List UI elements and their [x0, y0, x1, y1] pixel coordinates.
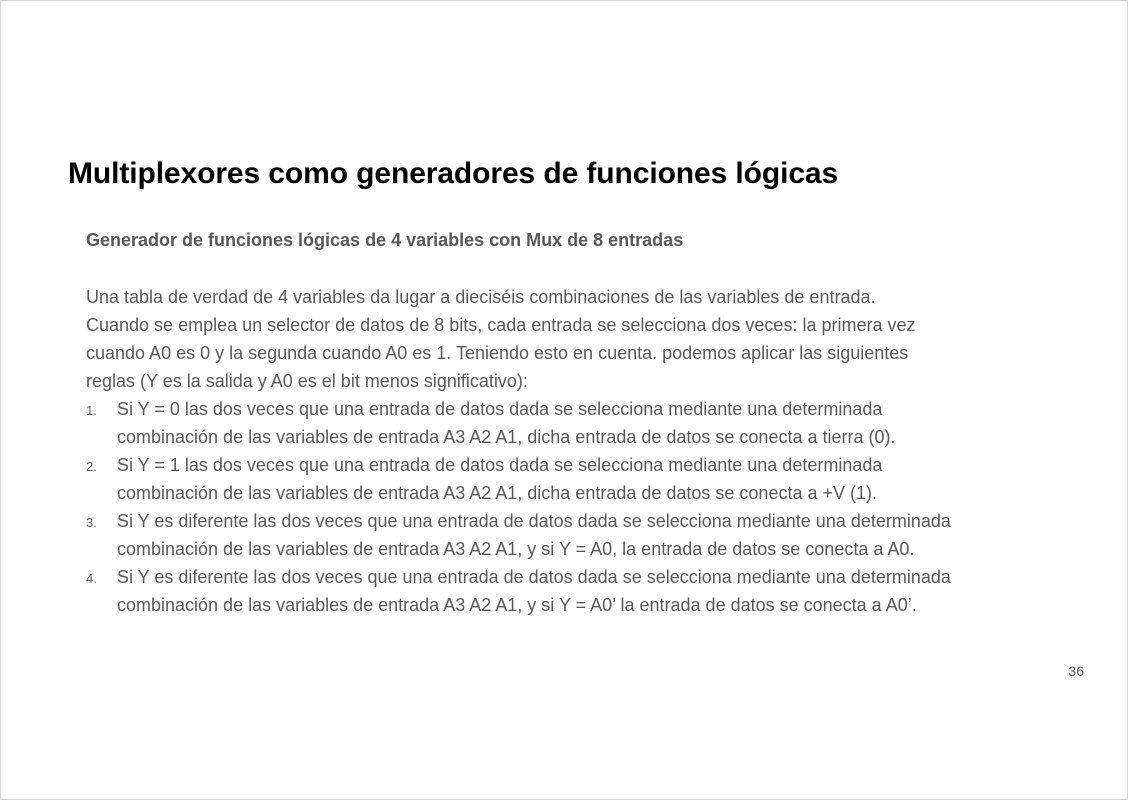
slide-body [86, 227, 1096, 619]
rule-line: combinación de las variables de entrada A3 A2 A1, y si Y = A0, la entrada de datos se conecta a A0. [117, 539, 915, 559]
rule-line: combinación de las variables de entrada A3 A2 A1, y si Y = A0’ la entrada de datos se conecta a A0’. [117, 595, 917, 615]
rule-number: 2. [86, 459, 97, 474]
intro-line: cuando A0 es 0 y la segunda cuando A0 es 1. Teniendo esto en cuenta. podemos aplicar las siguientes [86, 343, 909, 363]
intro-line: Cuando se emplea un selector de datos de 8 bits, cada entrada se selecciona dos veces: la primera vez [86, 315, 916, 335]
rule-item-2 [86, 451, 1096, 507]
rule-line: Si Y es diferente las dos veces que una entrada de datos dada se selecciona mediante una determinada [117, 511, 951, 531]
rule-number: 4. [86, 571, 97, 586]
page-title: Multiplexores como generadores de funciones lógicas [68, 157, 839, 190]
intro-paragraph [86, 283, 1096, 395]
intro-line: Una tabla de verdad de 4 variables da lugar a dieciséis combinaciones de las variables de entrada. [86, 287, 876, 307]
rule-number: 3. [86, 515, 97, 530]
rule-number: 1. [86, 403, 97, 418]
intro-line: reglas (Y es la salida y A0 es el bit menos significativo): [86, 371, 528, 391]
rule-line: combinación de las variables de entrada A3 A2 A1, dicha entrada de datos se conecta a tierra (0). [117, 427, 896, 447]
rule-item-3 [86, 507, 1096, 563]
rule-item-1 [86, 395, 1096, 451]
rules-list [86, 395, 1096, 619]
rule-line: combinación de las variables de entrada A3 A2 A1, dicha entrada de datos se conecta a +V (1). [117, 483, 877, 503]
rule-line: Si Y = 1 las dos veces que una entrada de datos dada se selecciona mediante una determinada [117, 455, 883, 475]
rule-line: Si Y es diferente las dos veces que una entrada de datos dada se selecciona mediante una determinada [117, 567, 951, 587]
subtitle: Generador de funciones lógicas de 4 variables con Mux de 8 entradas [86, 230, 684, 250]
rule-item-4 [86, 563, 1096, 619]
page-number: 36 [1068, 663, 1084, 679]
rule-line: Si Y = 0 las dos veces que una entrada de datos dada se selecciona mediante una determinada [117, 399, 883, 419]
